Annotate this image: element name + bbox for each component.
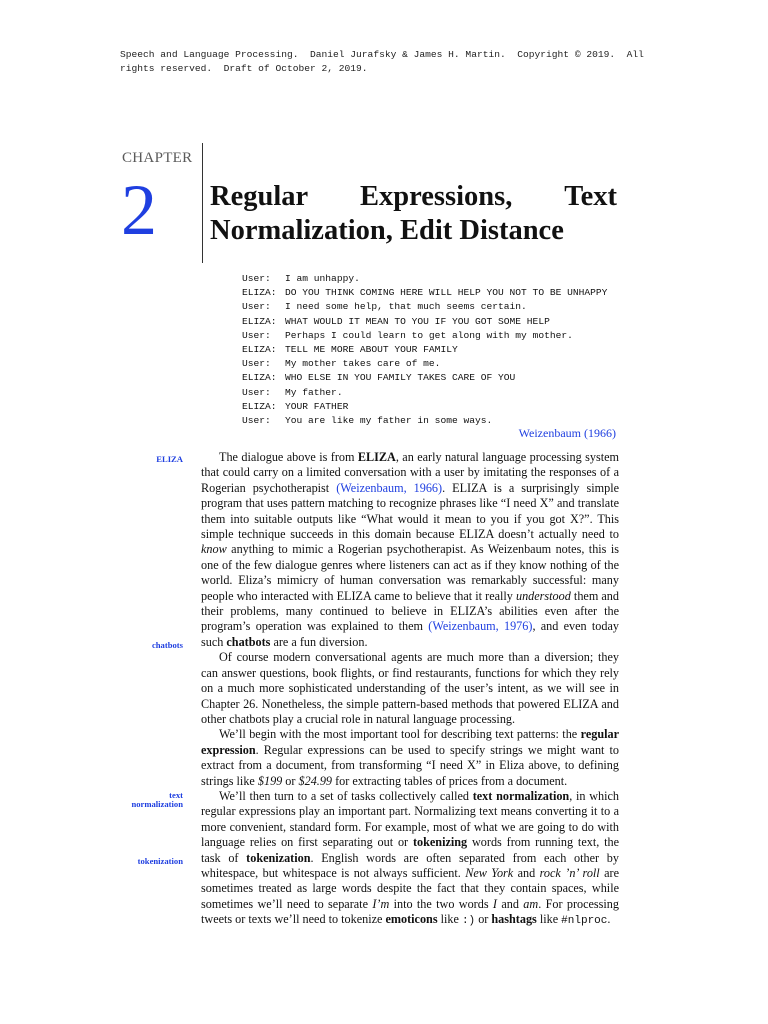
text-run: words from running text, the task of xyxy=(201,835,619,865)
citation-link[interactable]: (Weizenbaum, 1976) xyxy=(428,619,533,634)
dialogue-speaker: User: xyxy=(242,301,271,313)
emphasis: New York xyxy=(465,865,514,880)
chapter-label: CHAPTER xyxy=(122,150,193,166)
margin-note-text-normalization xyxy=(131,791,183,809)
term-text-normalization: text normalization xyxy=(472,788,570,803)
margin-note-line: text xyxy=(169,790,183,800)
text-run: . xyxy=(607,912,611,927)
term-tokenizing: tokenizing xyxy=(412,835,468,850)
chapter-title xyxy=(210,180,617,248)
text-run: , an early natural language processing system that could carry on a limited conversation with a user by imitating the responses of a Rogerian psychotherapist xyxy=(201,450,619,495)
paragraph-1 xyxy=(201,450,619,650)
emphasis: I xyxy=(492,896,497,911)
dialogue-text: DO YOU THINK COMING HERE WILL HELP YOU NOT TO BE UNHAPPY xyxy=(285,287,608,299)
emphasis: I’m xyxy=(372,896,390,911)
dialogue-speaker: ELIZA: xyxy=(242,287,277,299)
code-token: :) xyxy=(461,915,476,928)
text-run: , in which regular expressions play an important part. Normalizing text means converting it to a more convenient, standard form. For example, most of what we are going to do with language relies on first separating out or xyxy=(201,788,619,850)
dialogue-speaker: User: xyxy=(242,386,271,398)
chapter-body xyxy=(201,450,619,930)
title-word: Text xyxy=(564,181,617,212)
text-run: anything to mimic a Rogerian psychotherapist. As Weizenbaum notes, this is one of the few dialogue genres where listeners can act as if they know nothing of the world. Eliza’s mimicry of human conversation was remarkably successful: many people who interacted with ELIZA came to believe that it really xyxy=(201,542,619,603)
text-run: . For processing tweets or texts we’ll need to tokenize xyxy=(201,896,619,927)
text-run: . English words are often separated from each other by whitespace, but whitespace is not always sufficient. xyxy=(201,850,619,880)
emphasis: know xyxy=(201,542,227,557)
emphasis: understood xyxy=(515,588,571,603)
code-token: #nlproc xyxy=(561,915,608,928)
paragraph-3 xyxy=(201,727,619,789)
text-run: into the two words xyxy=(389,896,493,911)
title-word: Regular xyxy=(210,181,309,212)
text-run: like xyxy=(536,912,562,927)
chapter-divider xyxy=(202,143,203,263)
paragraph-4 xyxy=(201,789,619,930)
text-run: We’ll then turn to a set of tasks collectively called xyxy=(219,788,473,803)
text-run: are a fun diversion. xyxy=(270,634,368,649)
title-word: Expressions, xyxy=(360,181,513,212)
text-run: them and their problems, many continued to believe in ELIZA’s abilities even after the program’s operation was explained to them xyxy=(201,588,619,634)
margin-note-chatbots: chatbots xyxy=(151,640,183,650)
chapter-number: 2 xyxy=(121,170,157,250)
dialogue-speaker: User: xyxy=(242,415,271,427)
dialogue-text: You are like my father in some ways. xyxy=(285,415,493,427)
dialogue-line xyxy=(242,300,607,314)
dialogue-text: Perhaps I could learn to get along with my mother. xyxy=(285,329,573,341)
header-line-2: rights reserved. Draft of October 2, 2019. xyxy=(120,63,368,74)
emphasis: am xyxy=(523,896,539,911)
term-eliza: ELIZA xyxy=(357,450,396,464)
citation-link[interactable]: (Weizenbaum, 1966) xyxy=(336,480,443,495)
text-run: like xyxy=(437,912,462,927)
eliza-dialogue xyxy=(242,272,607,428)
margin-note-eliza: ELIZA xyxy=(156,454,183,464)
title-line-1 xyxy=(210,180,617,214)
dialogue-speaker: ELIZA: xyxy=(242,400,277,412)
text-run: and xyxy=(513,865,540,880)
dialogue-line xyxy=(242,386,607,400)
text-run: . Regular expressions can be used to specify strings we might want to extract from a document, from transforming “I need X” in Eliza above, to defining strings like xyxy=(201,742,619,788)
dialogue-line xyxy=(242,286,607,300)
emphasis: $24.99 xyxy=(298,773,333,788)
text-run: . ELIZA is a surprisingly simple program that uses pattern matching to recognize phrases like “I need X” and translate them into suitable outputs like “What would it mean to you if you got X?”. This simple technique succeeds in this domain because ELIZA doesn’t actually need to xyxy=(201,480,619,542)
dialogue-speaker: User: xyxy=(242,329,271,341)
header-line-1: Speech and Language Processing. Daniel Jurafsky & James H. Martin. Copyright © 2019. All xyxy=(120,49,644,60)
dialogue-line xyxy=(242,315,607,329)
margin-note-line: normalization xyxy=(131,799,183,809)
dialogue-line xyxy=(242,400,607,414)
term-hashtags: hashtags xyxy=(491,912,537,927)
emphasis: $199 xyxy=(257,773,283,788)
dialogue-attribution[interactable]: Weizenbaum (1966) xyxy=(518,426,616,440)
dialogue-speaker: User: xyxy=(242,358,271,370)
text-run: and xyxy=(496,896,524,911)
dialogue-line xyxy=(242,371,607,385)
title-line-2: Normalization, Edit Distance xyxy=(210,215,564,246)
dialogue-line xyxy=(242,343,607,357)
dialogue-line xyxy=(242,272,607,286)
paragraph-2: Of course modern conversational agents are much more than a diversion; they can answer questions, book flights, or find restaurants, functions for which they rely on a much more sophisticated understanding of the user’s intent, as we will see in Chapter 26. Nonetheless, the simple pattern-based methods that powered ELIZA and other chatbots play a crucial role in natural language processing. xyxy=(201,650,619,726)
term-emoticons: emoticons xyxy=(385,912,438,927)
dialogue-text: YOUR FATHER xyxy=(285,400,349,412)
dialogue-text: My mother takes care of me. xyxy=(285,358,441,370)
page-header xyxy=(120,48,644,76)
text-run: or xyxy=(475,912,492,927)
dialogue-line xyxy=(242,329,607,343)
dialogue-speaker: ELIZA: xyxy=(242,315,277,327)
text-run: are sometimes treated as large words despite the fact that they contain spaces, while sometimes we’ll need to separate xyxy=(201,865,619,911)
term-chatbots: chatbots xyxy=(226,634,271,649)
dialogue-text: I am unhappy. xyxy=(285,273,360,284)
dialogue-speaker: ELIZA: xyxy=(242,344,277,356)
dialogue-speaker: User: xyxy=(242,273,271,284)
term-tokenization: tokenization xyxy=(246,850,311,865)
dialogue-text: TELL ME MORE ABOUT YOUR FAMILY xyxy=(285,344,458,356)
dialogue-text: WHAT WOULD IT MEAN TO YOU IF YOU GOT SOME HELP xyxy=(285,315,550,327)
emphasis: rock ’n’ roll xyxy=(539,865,600,880)
dialogue-text: WHO ELSE IN YOU FAMILY TAKES CARE OF YOU xyxy=(285,372,516,384)
margin-note-tokenization: tokenization xyxy=(137,856,183,866)
text-run: or xyxy=(282,773,299,788)
text-run: for extracting tables of prices from a document. xyxy=(332,773,568,788)
dialogue-line xyxy=(242,357,607,371)
text-run: , and even today such xyxy=(201,619,619,649)
dialogue-text: I need some help, that much seems certain. xyxy=(285,301,527,313)
text-run: The dialogue above is from xyxy=(219,450,358,464)
dialogue-text: My father. xyxy=(285,386,343,398)
term-regular-expression: regular expression xyxy=(201,727,619,757)
text-run: We’ll begin with the most important tool for describing text patterns: the xyxy=(219,727,581,742)
dialogue-speaker: ELIZA: xyxy=(242,372,277,384)
